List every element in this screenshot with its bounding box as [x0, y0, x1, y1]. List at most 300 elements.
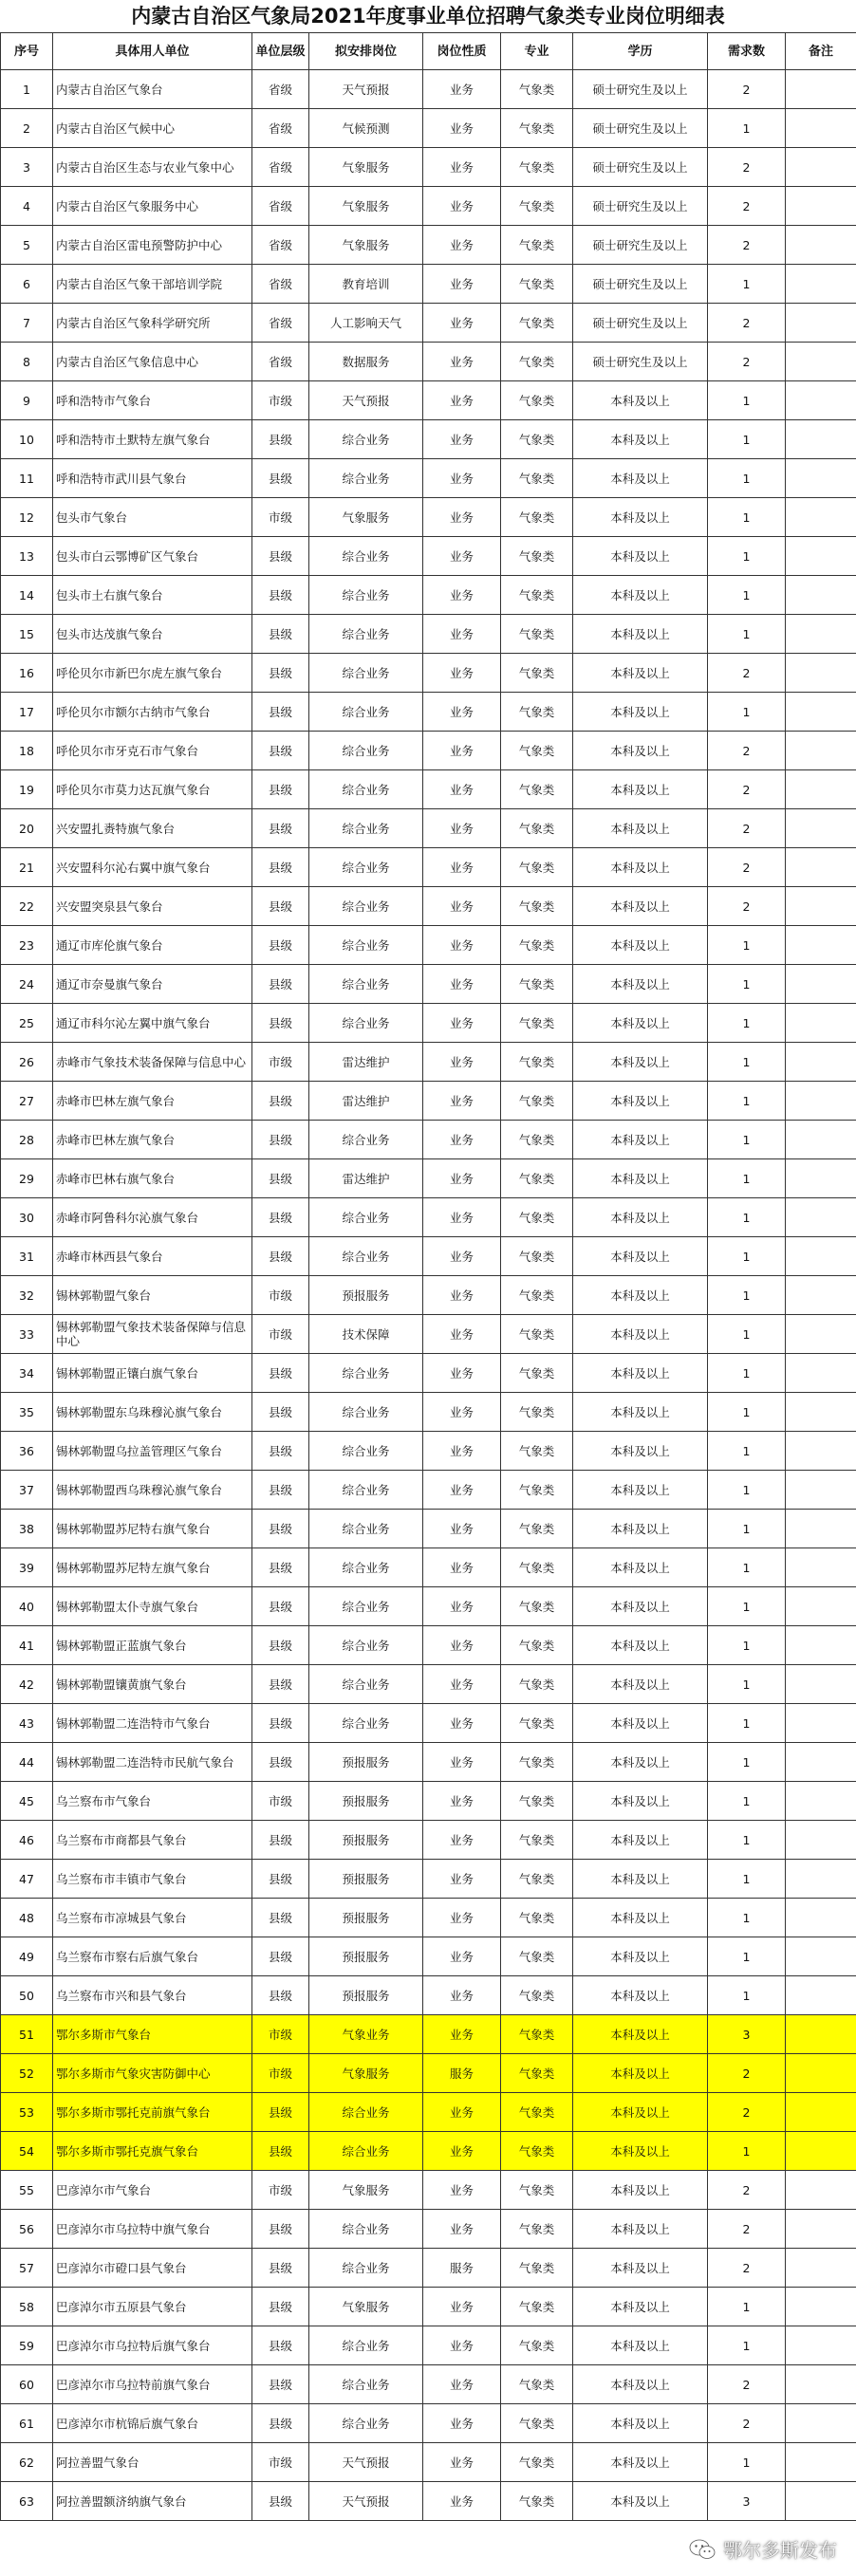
cell-unit: 内蒙古自治区气象台	[53, 70, 252, 109]
cell-major: 气象类	[501, 226, 573, 265]
cell-level: 省级	[252, 70, 309, 109]
cell-remarks	[786, 2404, 856, 2443]
table-row	[1, 109, 856, 148]
cell-level: 县级	[252, 537, 309, 576]
cell-education: 本科及以上	[573, 2443, 708, 2482]
cell-position: 综合业务	[309, 2093, 423, 2132]
cell-major: 气象类	[501, 2404, 573, 2443]
cell-position: 气象业务	[309, 2015, 423, 2054]
cell-unit: 内蒙古自治区生态与农业气象中心	[53, 148, 252, 187]
cell-major: 气象类	[501, 2443, 573, 2482]
cell-demand: 1	[708, 1510, 786, 1548]
cell-remarks	[786, 187, 856, 226]
cell-unit: 乌兰察布市商都县气象台	[53, 1821, 252, 1860]
cell-major: 气象类	[501, 343, 573, 381]
table-row	[1, 1159, 856, 1198]
cell-major: 气象类	[501, 1782, 573, 1821]
cell-level: 县级	[252, 1548, 309, 1587]
cell-nature: 业务	[423, 1354, 501, 1393]
cell-level: 县级	[252, 2365, 309, 2404]
table-row	[1, 1704, 856, 1743]
cell-demand: 1	[708, 109, 786, 148]
cell-nature: 业务	[423, 1510, 501, 1548]
cell-level: 省级	[252, 226, 309, 265]
cell-education: 本科及以上	[573, 654, 708, 693]
cell-demand: 1	[708, 1354, 786, 1393]
cell-demand: 1	[708, 265, 786, 304]
cell-index: 40	[1, 1587, 53, 1626]
cell-level: 县级	[252, 2132, 309, 2171]
cell-level: 市级	[252, 2054, 309, 2093]
col-header-demand: 需求数	[708, 33, 786, 70]
cell-demand: 1	[708, 1043, 786, 1082]
cell-unit: 乌兰察布市气象台	[53, 1782, 252, 1821]
cell-education: 本科及以上	[573, 1004, 708, 1043]
cell-education: 本科及以上	[573, 381, 708, 420]
cell-level: 县级	[252, 809, 309, 848]
table-row	[1, 1082, 856, 1121]
cell-demand: 2	[708, 2093, 786, 2132]
cell-nature: 业务	[423, 70, 501, 109]
cell-position: 综合业务	[309, 615, 423, 654]
cell-level: 市级	[252, 1043, 309, 1082]
cell-index: 39	[1, 1548, 53, 1587]
cell-position: 综合业务	[309, 1432, 423, 1471]
cell-nature: 业务	[423, 1860, 501, 1899]
cell-index: 52	[1, 2054, 53, 2093]
cell-level: 县级	[252, 770, 309, 809]
cell-demand: 1	[708, 1860, 786, 1899]
cell-nature: 业务	[423, 848, 501, 887]
cell-position: 综合业务	[309, 1510, 423, 1548]
cell-demand: 1	[708, 1237, 786, 1276]
cell-index: 51	[1, 2015, 53, 2054]
cell-demand: 2	[708, 148, 786, 187]
cell-unit: 锡林郭勒盟正蓝旗气象台	[53, 1626, 252, 1665]
cell-remarks	[786, 1315, 856, 1354]
cell-nature: 业务	[423, 2132, 501, 2171]
cell-remarks	[786, 848, 856, 887]
cell-demand: 1	[708, 1937, 786, 1976]
cell-level: 县级	[252, 1743, 309, 1782]
cell-major: 气象类	[501, 1587, 573, 1626]
cell-unit: 呼伦贝尔市牙克石市气象台	[53, 732, 252, 770]
cell-demand: 1	[708, 498, 786, 537]
table-row	[1, 226, 856, 265]
table-row	[1, 1237, 856, 1276]
cell-demand: 1	[708, 1821, 786, 1860]
cell-remarks	[786, 2249, 856, 2288]
cell-unit: 兴安盟突泉县气象台	[53, 887, 252, 926]
table-row	[1, 148, 856, 187]
cell-level: 县级	[252, 1899, 309, 1937]
cell-nature: 业务	[423, 2171, 501, 2210]
cell-position: 综合业务	[309, 1237, 423, 1276]
cell-nature: 业务	[423, 1198, 501, 1237]
cell-unit: 乌兰察布市丰镇市气象台	[53, 1860, 252, 1899]
cell-demand: 1	[708, 1899, 786, 1937]
cell-level: 县级	[252, 2249, 309, 2288]
cell-major: 气象类	[501, 1471, 573, 1510]
cell-unit: 锡林郭勒盟气象台	[53, 1276, 252, 1315]
cell-unit: 内蒙古自治区气象信息中心	[53, 343, 252, 381]
cell-nature: 业务	[423, 1121, 501, 1159]
cell-unit: 内蒙古自治区气象干部培训学院	[53, 265, 252, 304]
cell-position: 预报服务	[309, 1276, 423, 1315]
cell-position: 综合业务	[309, 1704, 423, 1743]
cell-demand: 1	[708, 1198, 786, 1237]
cell-nature: 业务	[423, 1276, 501, 1315]
cell-education: 本科及以上	[573, 2326, 708, 2365]
cell-index: 37	[1, 1471, 53, 1510]
cell-position: 综合业务	[309, 1354, 423, 1393]
table-row	[1, 732, 856, 770]
table-row	[1, 2054, 856, 2093]
cell-demand: 1	[708, 1626, 786, 1665]
cell-unit: 锡林郭勒盟二连浩特市气象台	[53, 1704, 252, 1743]
cell-demand: 2	[708, 187, 786, 226]
cell-unit: 呼和浩特市武川县气象台	[53, 459, 252, 498]
cell-nature: 业务	[423, 2015, 501, 2054]
cell-index: 48	[1, 1899, 53, 1937]
col-header-unit: 具体用人单位	[53, 33, 252, 70]
cell-unit: 巴彦淖尔市杭锦后旗气象台	[53, 2404, 252, 2443]
cell-demand: 3	[708, 2482, 786, 2521]
cell-unit: 阿拉善盟额济纳旗气象台	[53, 2482, 252, 2521]
table-row	[1, 459, 856, 498]
cell-education: 本科及以上	[573, 537, 708, 576]
cell-level: 县级	[252, 1082, 309, 1121]
cell-nature: 业务	[423, 2482, 501, 2521]
cell-education: 本科及以上	[573, 576, 708, 615]
cell-position: 气象服务	[309, 2288, 423, 2326]
col-header-level: 单位层级	[252, 33, 309, 70]
cell-nature: 业务	[423, 1082, 501, 1121]
cell-major: 气象类	[501, 2015, 573, 2054]
cell-major: 气象类	[501, 1704, 573, 1743]
cell-major: 气象类	[501, 1354, 573, 1393]
cell-nature: 业务	[423, 654, 501, 693]
col-header-position: 拟安排岗位	[309, 33, 423, 70]
cell-level: 县级	[252, 887, 309, 926]
cell-level: 市级	[252, 2015, 309, 2054]
cell-demand: 1	[708, 1704, 786, 1743]
cell-unit: 鄂尔多斯市气象灾害防御中心	[53, 2054, 252, 2093]
cell-position: 综合业务	[309, 965, 423, 1004]
cell-major: 气象类	[501, 1276, 573, 1315]
cell-demand: 2	[708, 2171, 786, 2210]
cell-nature: 业务	[423, 887, 501, 926]
cell-unit: 包头市达茂旗气象台	[53, 615, 252, 654]
cell-remarks	[786, 1821, 856, 1860]
cell-level: 县级	[252, 2404, 309, 2443]
cell-education: 本科及以上	[573, 887, 708, 926]
cell-remarks	[786, 265, 856, 304]
cell-index: 29	[1, 1159, 53, 1198]
table-row	[1, 2482, 856, 2521]
table-row	[1, 848, 856, 887]
cell-demand: 1	[708, 926, 786, 965]
cell-position: 教育培训	[309, 265, 423, 304]
cell-level: 县级	[252, 2093, 309, 2132]
cell-index: 55	[1, 2171, 53, 2210]
cell-unit: 包头市土右旗气象台	[53, 576, 252, 615]
cell-index: 59	[1, 2326, 53, 2365]
cell-remarks	[786, 1121, 856, 1159]
cell-nature: 业务	[423, 693, 501, 732]
cell-major: 气象类	[501, 498, 573, 537]
cell-major: 气象类	[501, 1510, 573, 1548]
cell-level: 县级	[252, 2288, 309, 2326]
cell-unit: 锡林郭勒盟二连浩特市民航气象台	[53, 1743, 252, 1782]
table-row	[1, 1860, 856, 1899]
table-row	[1, 2210, 856, 2249]
table-row	[1, 2326, 856, 2365]
cell-nature: 业务	[423, 1471, 501, 1510]
cell-demand: 2	[708, 2210, 786, 2249]
cell-education: 本科及以上	[573, 1198, 708, 1237]
cell-education: 本科及以上	[573, 848, 708, 887]
cell-level: 县级	[252, 1393, 309, 1432]
cell-unit: 锡林郭勒盟乌拉盖管理区气象台	[53, 1432, 252, 1471]
cell-demand: 1	[708, 2288, 786, 2326]
cell-major: 气象类	[501, 576, 573, 615]
cell-major: 气象类	[501, 304, 573, 343]
cell-index: 33	[1, 1315, 53, 1354]
cell-nature: 业务	[423, 1393, 501, 1432]
cell-position: 综合业务	[309, 654, 423, 693]
cell-position: 天气预报	[309, 2482, 423, 2521]
cell-unit: 巴彦淖尔市气象台	[53, 2171, 252, 2210]
cell-level: 县级	[252, 1432, 309, 1471]
cell-major: 气象类	[501, 459, 573, 498]
cell-major: 气象类	[501, 1860, 573, 1899]
table-row	[1, 1626, 856, 1665]
cell-education: 本科及以上	[573, 1082, 708, 1121]
cell-remarks	[786, 498, 856, 537]
table-row	[1, 1899, 856, 1937]
cell-education: 本科及以上	[573, 770, 708, 809]
cell-remarks	[786, 2015, 856, 2054]
cell-nature: 业务	[423, 1821, 501, 1860]
cell-unit: 呼和浩特市土默特左旗气象台	[53, 420, 252, 459]
cell-demand: 2	[708, 848, 786, 887]
cell-nature: 业务	[423, 1704, 501, 1743]
cell-education: 本科及以上	[573, 1626, 708, 1665]
cell-level: 县级	[252, 926, 309, 965]
cell-index: 61	[1, 2404, 53, 2443]
cell-position: 综合业务	[309, 848, 423, 887]
cell-major: 气象类	[501, 1821, 573, 1860]
cell-position: 数据服务	[309, 343, 423, 381]
table-row	[1, 2404, 856, 2443]
cell-education: 本科及以上	[573, 1510, 708, 1548]
cell-major: 气象类	[501, 809, 573, 848]
cell-demand: 1	[708, 1432, 786, 1471]
cell-position: 综合业务	[309, 1121, 423, 1159]
cell-remarks	[786, 2482, 856, 2521]
cell-demand: 2	[708, 2365, 786, 2404]
table-row	[1, 887, 856, 926]
cell-index: 21	[1, 848, 53, 887]
cell-education: 本科及以上	[573, 1821, 708, 1860]
cell-major: 气象类	[501, 1937, 573, 1976]
cell-major: 气象类	[501, 732, 573, 770]
cell-major: 气象类	[501, 926, 573, 965]
cell-position: 气象服务	[309, 2054, 423, 2093]
cell-index: 28	[1, 1121, 53, 1159]
cell-nature: 业务	[423, 1782, 501, 1821]
cell-demand: 1	[708, 420, 786, 459]
cell-demand: 1	[708, 1393, 786, 1432]
table-row	[1, 381, 856, 420]
cell-unit: 巴彦淖尔市乌拉特中旗气象台	[53, 2210, 252, 2249]
cell-nature: 业务	[423, 537, 501, 576]
cell-unit: 内蒙古自治区气象科学研究所	[53, 304, 252, 343]
cell-index: 45	[1, 1782, 53, 1821]
cell-index: 43	[1, 1704, 53, 1743]
cell-level: 市级	[252, 1276, 309, 1315]
cell-position: 气象服务	[309, 498, 423, 537]
cell-index: 60	[1, 2365, 53, 2404]
cell-index: 19	[1, 770, 53, 809]
cell-remarks	[786, 1198, 856, 1237]
cell-position: 综合业务	[309, 809, 423, 848]
cell-major: 气象类	[501, 1899, 573, 1937]
cell-major: 气象类	[501, 265, 573, 304]
cell-nature: 业务	[423, 1976, 501, 2015]
table-row	[1, 2443, 856, 2482]
cell-remarks	[786, 1937, 856, 1976]
cell-remarks	[786, 1665, 856, 1704]
table-row	[1, 2171, 856, 2210]
cell-education: 硕士研究生及以上	[573, 343, 708, 381]
cell-education: 硕士研究生及以上	[573, 70, 708, 109]
cell-demand: 2	[708, 2249, 786, 2288]
cell-major: 气象类	[501, 1976, 573, 2015]
cell-nature: 业务	[423, 965, 501, 1004]
cell-remarks	[786, 2132, 856, 2171]
cell-demand: 2	[708, 2054, 786, 2093]
cell-education: 本科及以上	[573, 2482, 708, 2521]
cell-education: 本科及以上	[573, 1937, 708, 1976]
cell-major: 气象类	[501, 2093, 573, 2132]
cell-index: 31	[1, 1237, 53, 1276]
cell-nature: 业务	[423, 343, 501, 381]
cell-education: 本科及以上	[573, 693, 708, 732]
cell-position: 综合业务	[309, 1198, 423, 1237]
cell-position: 综合业务	[309, 1393, 423, 1432]
cell-remarks	[786, 226, 856, 265]
cell-demand: 1	[708, 615, 786, 654]
cell-nature: 业务	[423, 148, 501, 187]
cell-major: 气象类	[501, 381, 573, 420]
cell-education: 本科及以上	[573, 1665, 708, 1704]
cell-position: 气象服务	[309, 187, 423, 226]
cell-unit: 锡林郭勒盟气象技术装备保障与信息中心	[53, 1315, 252, 1354]
cell-index: 41	[1, 1626, 53, 1665]
cell-major: 气象类	[501, 1121, 573, 1159]
cell-level: 省级	[252, 343, 309, 381]
cell-remarks	[786, 381, 856, 420]
table-row	[1, 1821, 856, 1860]
cell-education: 本科及以上	[573, 498, 708, 537]
cell-remarks	[786, 304, 856, 343]
cell-major: 气象类	[501, 1393, 573, 1432]
cell-education: 本科及以上	[573, 1704, 708, 1743]
cell-demand: 1	[708, 1782, 786, 1821]
cell-unit: 鄂尔多斯市鄂托克前旗气象台	[53, 2093, 252, 2132]
cell-education: 本科及以上	[573, 2404, 708, 2443]
cell-unit: 呼伦贝尔市新巴尔虎左旗气象台	[53, 654, 252, 693]
cell-nature: 业务	[423, 459, 501, 498]
cell-level: 省级	[252, 109, 309, 148]
cell-remarks	[786, 2443, 856, 2482]
table-row	[1, 1548, 856, 1587]
cell-demand: 1	[708, 2326, 786, 2365]
cell-major: 气象类	[501, 1743, 573, 1782]
cell-demand: 2	[708, 226, 786, 265]
col-header-remarks: 备注	[786, 33, 856, 70]
cell-level: 市级	[252, 381, 309, 420]
cell-index: 27	[1, 1082, 53, 1121]
cell-major: 气象类	[501, 2365, 573, 2404]
cell-position: 预报服务	[309, 1743, 423, 1782]
cell-nature: 业务	[423, 576, 501, 615]
cell-nature: 业务	[423, 2210, 501, 2249]
cell-unit: 呼伦贝尔市莫力达瓦旗气象台	[53, 770, 252, 809]
cell-position: 综合业务	[309, 420, 423, 459]
cell-demand: 2	[708, 654, 786, 693]
cell-unit: 赤峰市气象技术装备保障与信息中心	[53, 1043, 252, 1082]
recruitment-table-container	[0, 32, 856, 2576]
cell-demand: 2	[708, 304, 786, 343]
cell-remarks	[786, 615, 856, 654]
cell-position: 人工影响天气	[309, 304, 423, 343]
cell-major: 气象类	[501, 1198, 573, 1237]
cell-unit: 锡林郭勒盟镶黄旗气象台	[53, 1665, 252, 1704]
cell-level: 县级	[252, 1198, 309, 1237]
cell-demand: 3	[708, 2015, 786, 2054]
cell-unit: 兴安盟科尔沁右翼中旗气象台	[53, 848, 252, 887]
cell-education: 硕士研究生及以上	[573, 265, 708, 304]
cell-nature: 业务	[423, 1159, 501, 1198]
cell-education: 本科及以上	[573, 1976, 708, 2015]
cell-index: 30	[1, 1198, 53, 1237]
cell-unit: 锡林郭勒盟西乌珠穆沁旗气象台	[53, 1471, 252, 1510]
cell-index: 6	[1, 265, 53, 304]
table-row	[1, 1043, 856, 1082]
cell-level: 县级	[252, 1471, 309, 1510]
cell-education: 本科及以上	[573, 1354, 708, 1393]
cell-level: 县级	[252, 654, 309, 693]
cell-unit: 兴安盟扎赉特旗气象台	[53, 809, 252, 848]
cell-remarks	[786, 2288, 856, 2326]
cell-unit: 包头市气象台	[53, 498, 252, 537]
cell-major: 气象类	[501, 109, 573, 148]
table-row	[1, 187, 856, 226]
cell-level: 县级	[252, 1937, 309, 1976]
cell-position: 综合业务	[309, 2249, 423, 2288]
cell-level: 县级	[252, 1704, 309, 1743]
cell-demand: 1	[708, 1976, 786, 2015]
cell-nature: 业务	[423, 2288, 501, 2326]
cell-level: 市级	[252, 498, 309, 537]
cell-remarks	[786, 1043, 856, 1082]
cell-nature: 业务	[423, 109, 501, 148]
cell-education: 硕士研究生及以上	[573, 187, 708, 226]
cell-position: 综合业务	[309, 1471, 423, 1510]
